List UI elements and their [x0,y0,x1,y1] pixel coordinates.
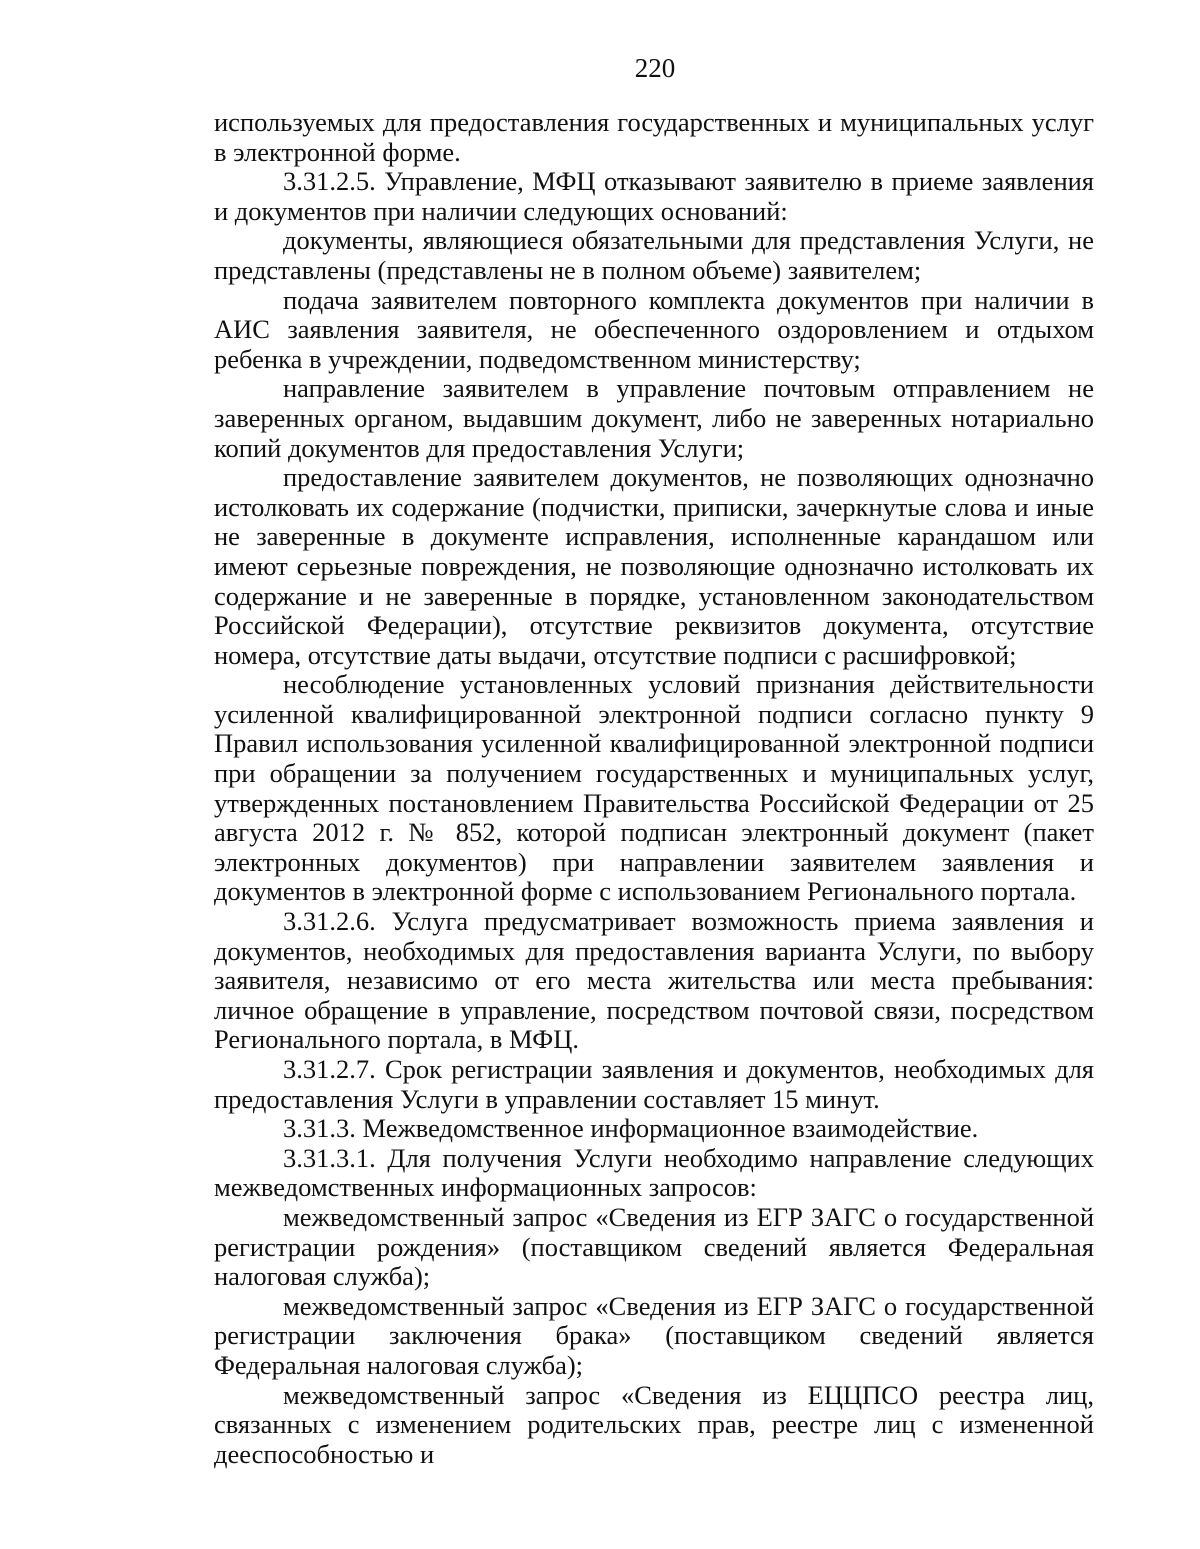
paragraph-continuation: используемых для предоставления государственных и муниципальных услуг в электронной форме. [214,107,1094,167]
paragraph-request-parental-rights-registry: межведомственный запрос «Сведения из ЕЦЦПСО реестра лиц, связанных с изменением родительских прав, реестре лиц с измененной дееспособностью и [214,1379,1094,1469]
document-body [214,108,1094,1469]
paragraph-ground-missing-documents: документы, являющиеся обязательными для представления Услуги, не представлены (представлены не в полном объеме) заявителем; [214,225,1094,285]
paragraph-3-31-2-5: 3.31.2.5. Управление, МФЦ отказывают заявителю в приеме заявления и документов при наличии следующих оснований: [214,166,1094,226]
paragraph-3-31-3: 3.31.3. Межведомственное информационное взаимодействие. [283,1113,979,1144]
paragraph-request-birth-registration: межведомственный запрос «Сведения из ЕГР ЗАГС о государственной регистрации рождения» (поставщиком сведений является Федеральная налоговая служба); [214,1201,1094,1292]
paragraph-ground-uncertified-copies: направление заявителем в управление почтовым отправлением не заверенных органом, выдавшим документ, либо не заверенных нотариально копий документов для предоставления Услуги; [214,373,1094,463]
paragraph-3-31-2-7: 3.31.2.7. Срок регистрации заявления и документов, необходимых для предоставления Услуги в управлении составляет 15 минут. [214,1054,1094,1114]
paragraph-3-31-3-1: 3.31.3.1. Для получения Услуги необходимо направление следующих межведомственных информационных запросов: [214,1142,1094,1203]
paragraph-3-31-2-6: 3.31.2.6. Услуга предусматривает возможность приема заявления и документов, необходимых для предоставления варианта Услуги, по выбору заявителя, независимо от его места жительства или места пребывания: личное обращение в управление, посредством почтовой связи, посредством Регионального портала, в МФЦ. [214,906,1094,1055]
paragraph-ground-invalid-signature: несоблюдение установленных условий признания действительности усиленной квалифицированной электронной подписи согласно пункту 9 Правил использования усиленной квалифицированной электронной подписи при обращении за получением государственных и муниципальных услуг, утвержденных постановлением Правительства Российской Федерации от 25 августа 2012 г. № 852, которой подписан электронный документ (пакет электронных документов) при направлении заявителем заявления и документов в электронной форме с использованием Регионального портала. [214,669,1094,907]
page-number: 220 [634,53,676,83]
paragraph-ground-ambiguous-documents: предоставление заявителем документов, не позволяющих однозначно истолковать их содержание (подчистки, приписки, зачеркнутые слова и иные не заверенные в документе исправления, исполненные карандашом или имеют серьезные повреждения, не позволяющие однозначно истолковать их содержание и не заверенные в порядке, установленном законодательством Российской Федерации), отсутствие реквизитов документа, отсутствие номера, отсутствие даты выдачи, отсутствие подписи с расшифровкой; [214,462,1094,670]
paragraph-request-marriage-registration: межведомственный запрос «Сведения из ЕГР ЗАГС о государственной регистрации заключения брака» (поставщиком сведений является Федеральная налоговая служба); [214,1290,1094,1380]
paragraph-ground-repeat-submission: подача заявителем повторного комплекта документов при наличии в АИС заявления заявителя, не обеспеченного оздоровлением и отдыхом ребенка в учреждении, подведомственном министерству; [214,284,1094,374]
